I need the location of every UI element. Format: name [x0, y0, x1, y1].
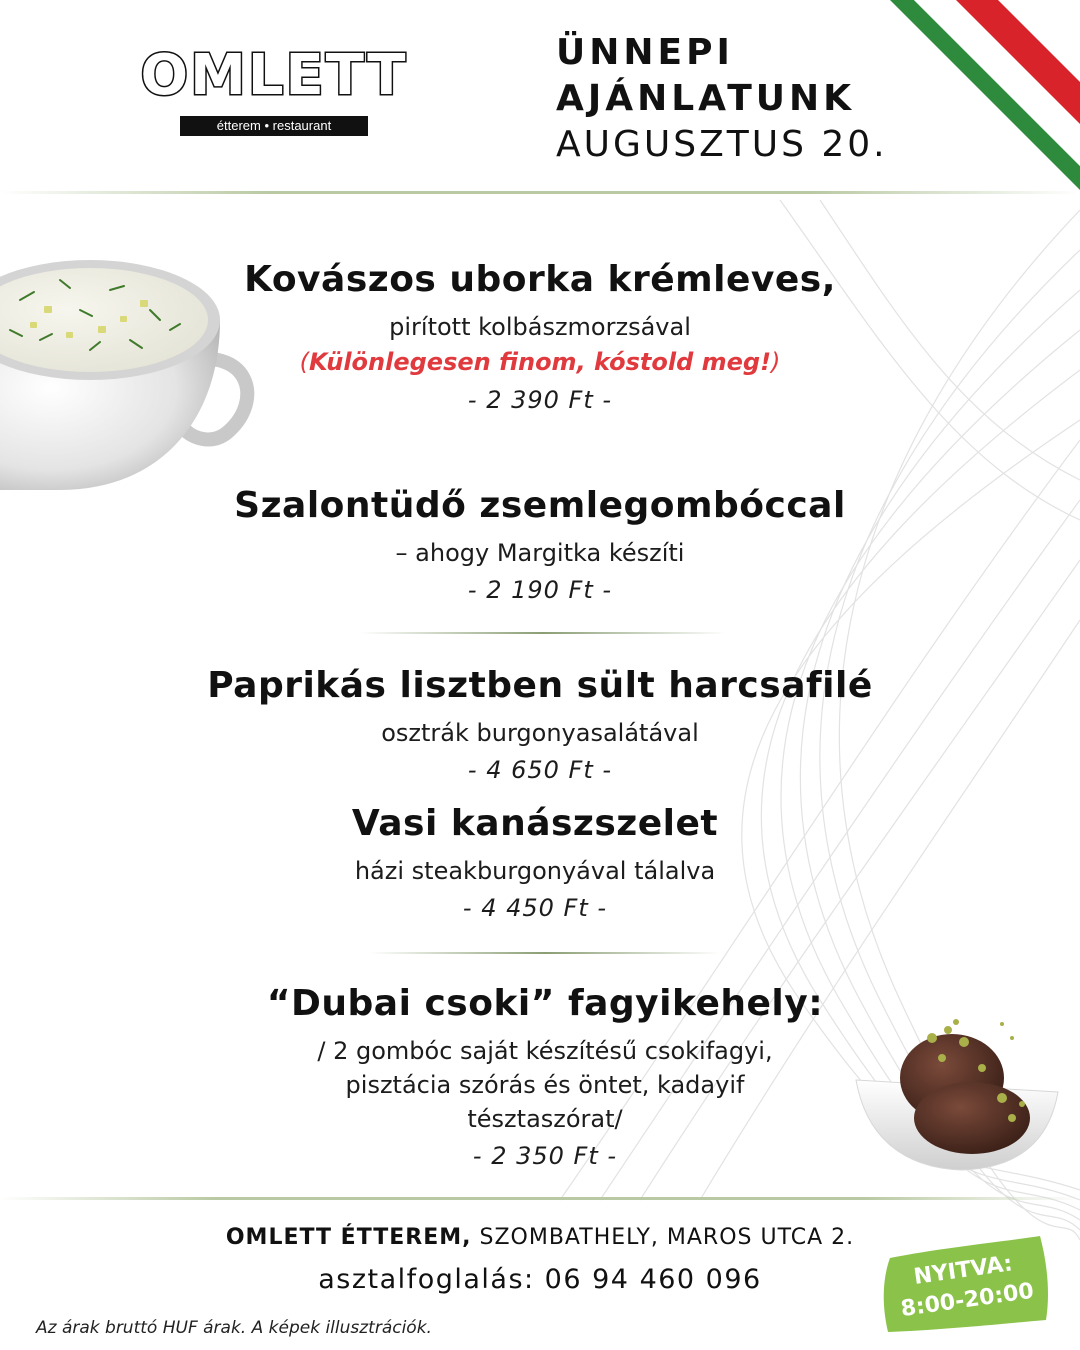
- dish-description-line: tésztaszórat/: [467, 1105, 623, 1133]
- reservation-phone: asztalfoglalás: 06 94 460 096: [318, 1264, 762, 1295]
- dish-price: - 4 450 Ft -: [462, 894, 608, 922]
- dish-name: “Dubai csoki” fagyikehely:: [266, 983, 824, 1024]
- dish-description: házi steakburgonyával tálalva: [354, 857, 716, 885]
- dish-description: osztrák burgonyasalátával: [381, 719, 699, 747]
- heading-line-2: AJÁNLATUNK: [556, 78, 856, 119]
- menu-divider: [360, 632, 726, 635]
- open-label: NYITVA:: [912, 1251, 1015, 1290]
- street-address: SZOMBATHELY, MAROS UTCA 2.: [479, 1225, 855, 1250]
- logo-wordmark: OMLETT: [140, 43, 408, 108]
- dish-description: pirított kolbászmorzsával: [389, 313, 691, 341]
- dish-description-line: / 2 gombóc saját készítésű csokifagyi,: [317, 1037, 773, 1065]
- dish-price: - 2 350 Ft -: [472, 1142, 618, 1170]
- opening-hours-badge: [880, 1236, 1050, 1332]
- heading-line-1: ÜNNEPI: [556, 32, 734, 73]
- dish-description-line: pisztácia szórás és öntet, kadayif: [345, 1071, 745, 1099]
- ice-cream-image: [852, 1008, 1062, 1180]
- menu-item-catfish: [0, 662, 1080, 788]
- price-disclaimer: Az árak bruttó HUF árak. A képek illusztrációk.: [36, 1318, 432, 1338]
- menu-divider: [370, 952, 720, 955]
- dish-price: - 2 190 Ft -: [467, 576, 613, 604]
- dish-highlight: (Különlegesen finom, kóstold meg!): [299, 348, 781, 376]
- menu-item-lung-stew: [0, 482, 1080, 608]
- omlett-logo: [118, 44, 430, 136]
- menu-item-pork: [0, 800, 1080, 926]
- dish-price: - 2 390 Ft -: [467, 386, 613, 414]
- heading-date: AUGUSZTUS 20.: [556, 124, 888, 165]
- menu-item-soup: [0, 256, 1080, 418]
- dish-description: – ahogy Margitka készíti: [395, 539, 685, 567]
- dish-name: Szalontüdő zsemlegombóccal: [234, 485, 846, 526]
- open-hours: 8:00-20:00: [899, 1278, 1036, 1323]
- holiday-offer-heading: [556, 30, 976, 168]
- restaurant-name: OMLETT ÉTTEREM,: [225, 1225, 472, 1250]
- logo-tagline: étterem • restaurant: [180, 116, 368, 136]
- top-divider: [0, 190, 1080, 196]
- dish-name: Vasi kanászszelet: [351, 803, 719, 844]
- bottom-divider: [0, 1196, 1080, 1202]
- dish-name: Paprikás lisztben sült harcsafilé: [207, 665, 873, 706]
- dish-name: Kovászos uborka krémleves,: [244, 259, 836, 300]
- dish-price: - 4 650 Ft -: [467, 756, 613, 784]
